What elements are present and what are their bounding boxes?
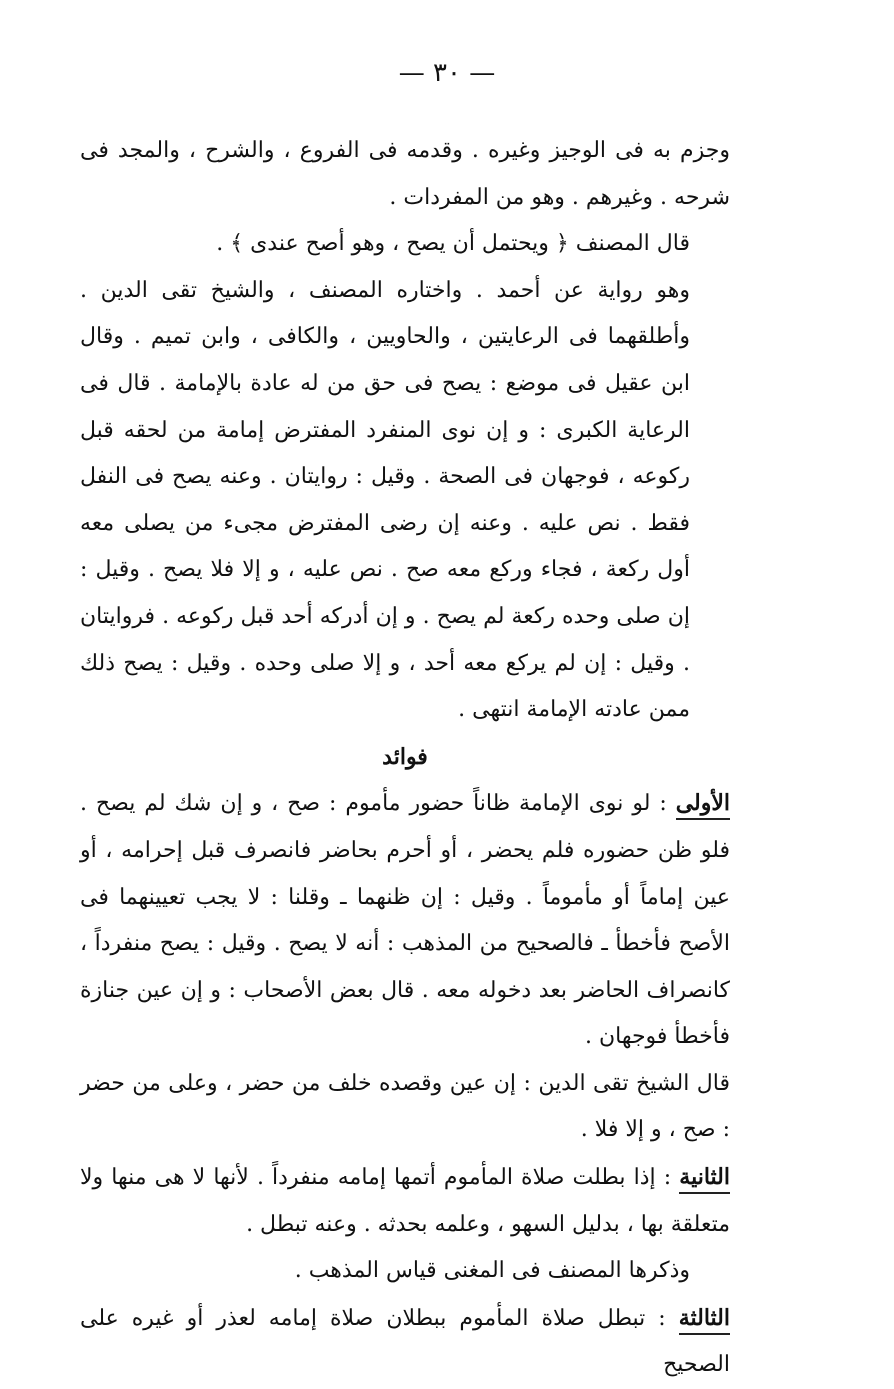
paragraph-4-text: : لو نوى الإمامة ظاناً حضور مأموم : صح ، و إن شك لم يصح . فلو ظن حضوره فلم يحضر ، أو أحرم بحاضر فانصرف قبل إحرامه ، أو عين إماماً أو مأموماً . وقيل : إن ظنهما ـ وقلنا : لا يجب تعيينهما فى الأصح فأخطأ ـ فالصحيح من المذهب : أنه لا يصح . وقيل : يصح منفرداً ، كانصراف الحاضر بعد دخوله معه . قال بعض الأصحاب : و إن عين جنازة فأخطأ فوجهان .: [80, 791, 730, 1050]
paragraph-4-lead: الأولى: [676, 790, 730, 820]
paragraph-1: وجزم به فى الوجيز وغيره . وقدمه فى الفروع ، والشرح ، والمجد فى شرحه . وغيرهم . وهو من المفردات .: [80, 138, 730, 210]
section-heading: فوائد: [382, 743, 428, 770]
paragraph-8: [80, 1295, 730, 1389]
paragraph-6-lead: الثانية: [679, 1164, 730, 1194]
page-body: [80, 128, 730, 1389]
paragraph-6-text: : إذا بطلت صلاة المأموم أتمها إمامه منفرداً . لأنها لا هى منها ولا متعلقة بها ، بدليل السهو ، وعلمه بحدثه . وعنه تبطل .: [80, 1165, 730, 1237]
paragraph-8-text: : تبطل صلاة المأموم ببطلان صلاة إمامه لعذر أو غيره على الصحيح: [80, 1305, 730, 1378]
paragraph-8-lead: الثالثة: [679, 1305, 730, 1335]
page-number: — ٣٠ —: [398, 58, 496, 88]
paragraph-2: قال المصنف ﴿ ويحتمل أن يصح ، وهو أصح عندى ﴾ .: [216, 231, 690, 257]
paragraph-3: وهو رواية عن أحمد . واختاره المصنف ، والشيخ تقى الدين . وأطلقهما فى الرعايتين ، والحاويين ، والكافى ، وابن تميم . وقال ابن عقيل فى موضع : يصح فى حق من له عادة بالإمامة . قال فى الرعاية الكبرى : و إن نوى المنفرد المفترض إمامة من لحقه قبل ركوعه ، فوجهان فى الصحة . وقيل : روايتان . وعنه يصح فى النفل فقط . نص عليه . وعنه إن رضى المفترض مجىء من يصلى معه أول ركعة ، فجاء وركع معه صح . نص عليه ، و إلا فلا يصح . وقيل : إن صلى وحده ركعة لم يصح . و إن أدركه أحد قبل ركوعه . فروايتان . وقيل : إن لم يركع معه أحد ، و إلا صلى وحده . وقيل : يصح ذلك ممن عادته الإمامة انتهى .: [80, 277, 690, 723]
paragraph-5: قال الشيخ تقى الدين : إن عين وقصده خلف من حضر ، وعلى من حضر : صح ، و إلا فلا .: [80, 1070, 730, 1143]
paragraph-6: [80, 1154, 730, 1248]
paragraph-7: وذكرها المصنف فى المغنى قياس المذهب .: [294, 1258, 690, 1284]
paragraph-4: [80, 780, 730, 1061]
